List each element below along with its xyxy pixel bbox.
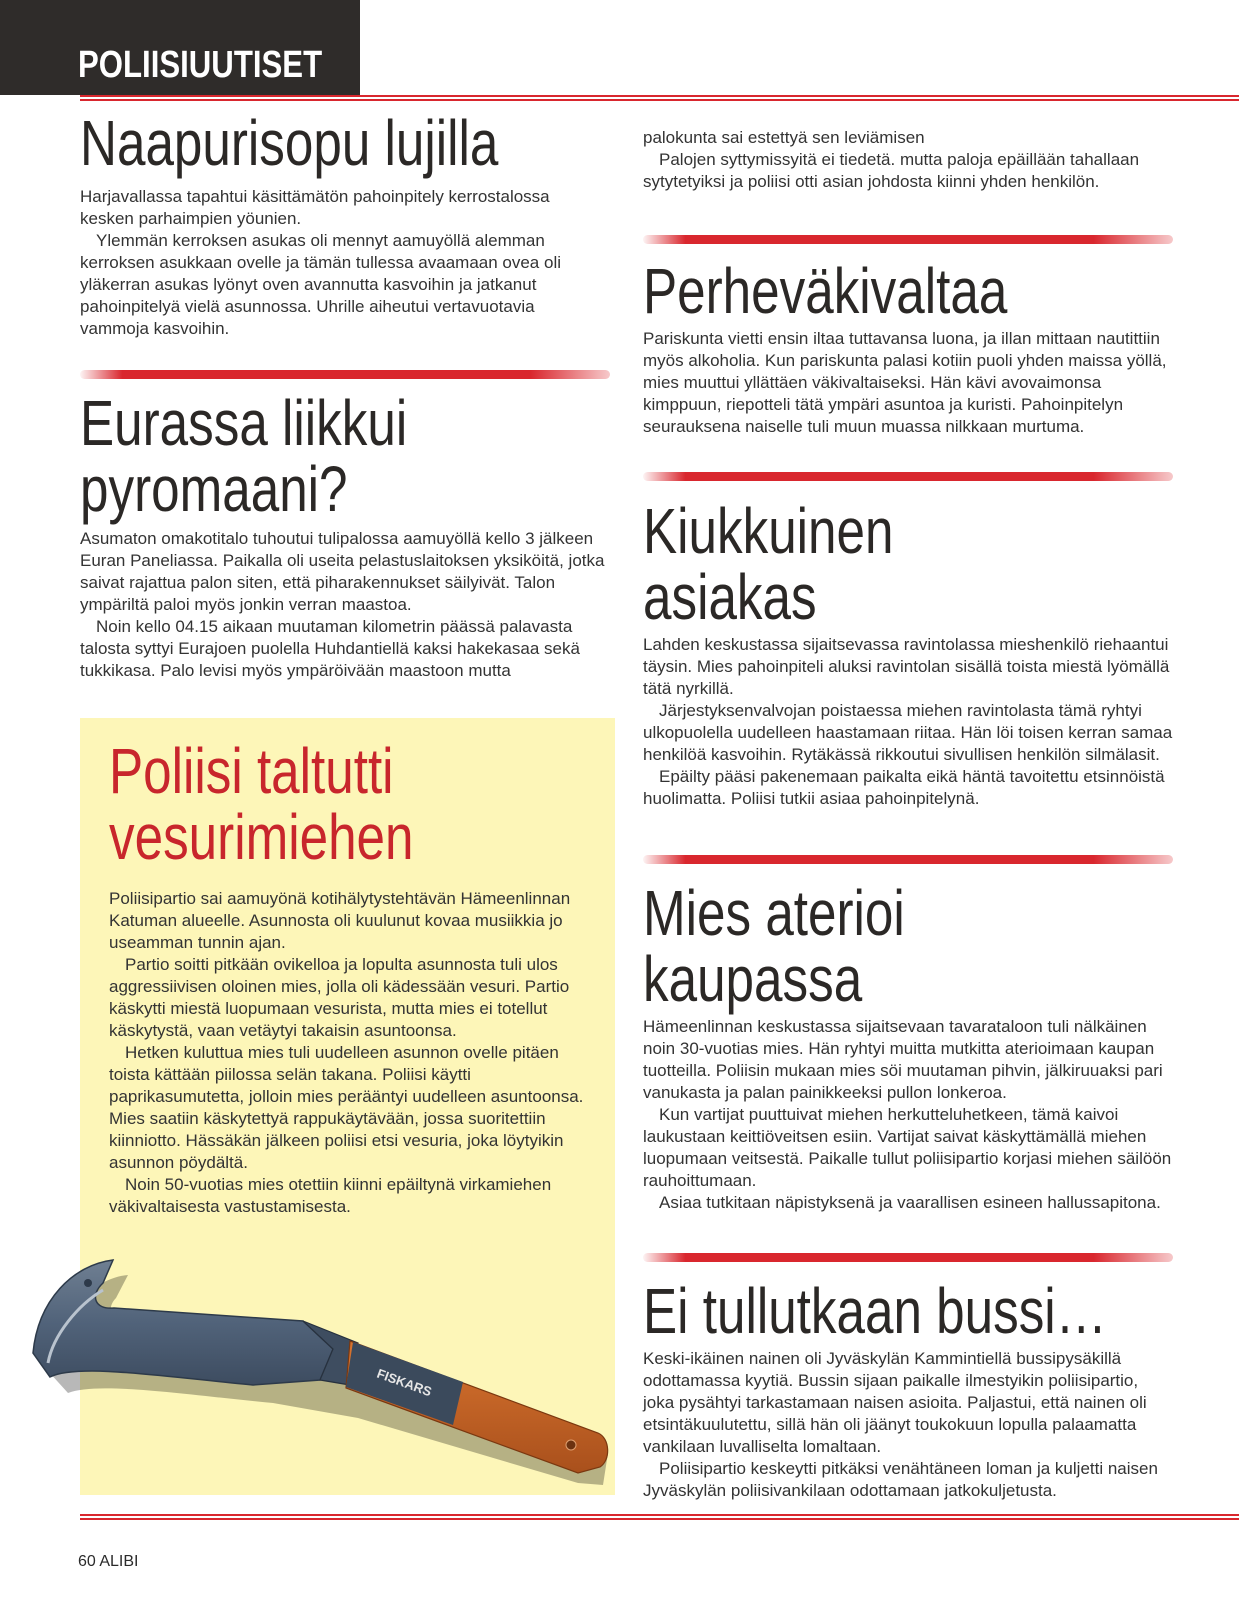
article-headline-line-1: Kiukkuinen	[643, 495, 894, 567]
article-eurassa-continued	[643, 127, 1173, 193]
article-headline: Ei tullutkaan bussi…	[643, 1275, 1107, 1347]
paragraph: Keski-ikäinen nainen oli Jyväskylän Kammintiellä bussipysäkillä odottamassa kyytiä. Bussin sijaan paikalle ilmestyikin poliisipartio, joka pysähtyi tarkastamaan naisen asioita. Paljastui, että nainen oli etsintäkuulutettu, sillä hän oli jäänyt toukokuun lopulla palaamatta vankilaan luvalliselta lomaltaan.	[643, 1349, 1147, 1456]
paragraph: Asumaton omakotitalo tuhoutui tulipalossa aamuyöllä kello 3 jälkeen Euran Paneliassa. Paikalla oli useita pelastuslaitoksen yksiköitä, jotka saivat rajattua palon siten, että piharakennukset säilyivät. Talon ympäriltä paloi myös jonkin verran maastoa.	[80, 529, 605, 614]
article-body	[643, 1016, 1173, 1214]
article-body	[80, 186, 605, 340]
paragraph: Palojen syttymissyitä ei tiedetä. mutta paloja epäillään tahallaan sytytetyiksi ja poliisi otti asian johdosta kiinni yhden henkilön.	[643, 150, 1140, 191]
section-divider	[643, 472, 1173, 481]
paragraph: Hämeenlinnan keskustassa sijaitsevaan tavarataloon tuli nälkäinen noin 30-vuotias mies. Hän ryhtyi muitta mutkitta aterioimaan kaupan tuotteilla. Poliisin mukaan mies söi muutaman pihvin, jälkiruuaksi pari vanukasta ja palan painikkeeksi pullon lonkeroa.	[643, 1017, 1163, 1102]
blade-shape	[33, 1260, 333, 1385]
bottom-rule	[80, 1514, 1239, 1520]
paragraph: palokunta sai estettyä sen leviämisen	[643, 128, 925, 147]
paragraph: Lahden keskustassa sijaitsevassa ravintolassa mieshenkilö riehaantui täysin. Mies pahoinpiteli aluksi ravintolan sisällä toista miestä lyömällä tätä nyrkillä.	[643, 635, 1170, 698]
paragraph: Noin 50-vuotias mies otettiin kiinni epäiltynä virkamiehen väkivaltaisesta vastustamisesta.	[109, 1175, 552, 1216]
paragraph: Epäilty pääsi pakenemaan paikalta eikä häntä tavoitettu etsinnöistä huolimatta. Poliisi tutkii asiaa pahoinpitelynä.	[643, 767, 1165, 808]
paragraph: Järjestyksenvalvojan poistaessa miehen ravintolasta tämä ryhtyi ulkopuolella uudelleen haastamaan riitaa. Hän löi toisen kerran samaa henkilöä kasvoihin. Rytäkässä rikkoutui sivullisen henkilön silmälasit.	[643, 701, 1173, 764]
section-tag	[0, 0, 360, 95]
paragraph: Asiaa tutkitaan näpistyksenä ja vaarallisen esineen hallussapitona.	[659, 1193, 1161, 1212]
section-divider	[643, 855, 1173, 864]
article-headline-line-1: Mies aterioi	[643, 877, 905, 949]
paragraph: Noin kello 04.15 aikaan muutaman kilometrin päässä palavasta talosta syttyi Eurajoen puolella Huhdantiellä kaksi hakekasaa sekä tukkikasa. Palo levisi myös ympäröivään maastoon mutta	[80, 617, 580, 680]
paragraph: Poliisipartio sai aamuyönä kotihälytystehtävän Hämeenlinnan Katuman alueelle. Asunnosta oli kuulunut kovaa musiikkia jo useamman tunnin ajan.	[109, 889, 571, 952]
article-body	[80, 528, 605, 682]
article-ei-tullutkaan-bussi	[643, 1275, 1173, 1502]
article-headline-line-2: kaupassa	[643, 943, 863, 1015]
article-headline-line-2: asiakas	[643, 561, 817, 633]
article-headline-line-2: vesurimiehen	[109, 801, 414, 873]
article-perhevakivalta	[643, 255, 1173, 438]
paragraph: Poliisipartio keskeytti pitkäksi venähtäneen loman ja kuljetti naisen Jyväskylän poliisivankilaan odottamaan jatkokuljetusta.	[643, 1459, 1158, 1500]
article-headline-line-2: pyromaani?	[80, 453, 348, 525]
brand-label: FISKARS	[374, 1365, 434, 1400]
section-divider	[80, 370, 610, 379]
paragraph: Pariskunta vietti ensin iltaa tuttavansa luona, ja illan mittaan nautittiin myös alkoholia. Kun pariskunta palasi kotiin puoli yhden maissa yöllä, mies muuttui yllättäen väkivaltaiseksi. Hän kävi avovaimonsa kimppuun, riepotteli tätä ympäri asuntoa ja kuristi. Pahoinpitelyn seurauksena naiselle tuli muun muassa nilkkaan murtuma.	[643, 329, 1167, 436]
article-vesurimies	[109, 735, 589, 1218]
section-divider	[643, 1253, 1173, 1262]
article-headline-line-1: Poliisi taltutti	[109, 735, 394, 807]
page-footer: 60 ALIBI	[78, 1553, 139, 1570]
article-naapurisopu	[80, 107, 605, 340]
article-kiukkuinen-asiakas	[643, 495, 1173, 810]
article-mies-aterioi	[643, 877, 1173, 1214]
paragraph: Partio soitti pitkään ovikelloa ja lopulta asunnosta tuli ulos aggressiivisen oloinen mies, jolla oli kädessään vesuri. Partio käskytti miestä luopumaan vesurista, mutta mies ei totellut käskytystä, vaan vetäytyi takaisin asuntoonsa.	[109, 955, 570, 1040]
article-headline: Perheväkivaltaa	[643, 255, 1008, 327]
article-body	[643, 328, 1173, 438]
article-headline: Naapurisopu lujilla	[80, 107, 499, 179]
article-body	[643, 1348, 1173, 1502]
article-headline-line-1: Eurassa liikkui	[80, 387, 408, 459]
article-body-continued	[643, 127, 1173, 193]
article-body	[109, 888, 589, 1218]
billhook-image	[8, 1245, 628, 1490]
article-body	[643, 634, 1173, 810]
section-divider	[643, 235, 1173, 244]
paragraph: Hetken kuluttua mies tuli uudelleen asunnon ovelle pitäen toista kättään piilossa selän takana. Poliisi käytti paprikasumutetta, jolloin mies perääntyi uudelleen asuntoonsa. Mies saatiin käskytettyä rappukäytävään, jossa suoritettiin kiinniotto. Hässäkän jälkeen poliisi etsi vesuria, joka löytyikin asunnon pöydältä.	[109, 1043, 584, 1172]
paragraph: Ylemmän kerroksen asukas oli mennyt aamuyöllä alemman kerroksen asukkaan ovelle ja tämän tullessa avaamaan ovea oli yläkerran asukas lyönyt oven avannutta kasvoihin ja jatkanut pahoinpitelyä vielä asunnossa. Uhrille aiheutui vertavuotavia vammoja kasvoihin.	[80, 231, 561, 338]
article-eurassa	[80, 387, 605, 682]
paragraph: Kun vartijat puuttuivat miehen herkutteluhetkeen, tämä kaivoi laukustaan keittiöveitsen esiin. Vartijat saivat käskyttämällä miehen luopumaan veitsestä. Paikalle tullut poliisipartio korjasi miehen säilöön rauhoittumaan.	[643, 1105, 1172, 1190]
section-title: POLIISIUUTISET	[78, 44, 323, 86]
top-rule	[80, 95, 1239, 101]
paragraph: Harjavallassa tapahtui käsittämätön pahoinpitely kerrostalossa kesken parhaimpien yöunien.	[80, 187, 550, 228]
